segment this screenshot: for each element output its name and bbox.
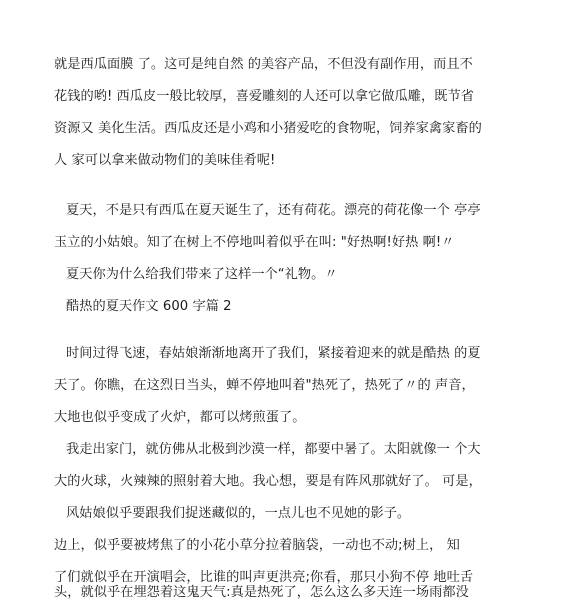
text-line: 夏天你为什么给我们带来了这样一个“礼物。〃 — [66, 267, 338, 282]
text-line: 玉立的小姑娘。知了在树上不停地叫着似乎在叫: "好热啊!好热 啊!〃 — [54, 235, 455, 250]
section-heading: 酷热的夏天作文 600 字篇 2 — [66, 299, 232, 314]
text-line: 资源又 美化生活。西瓜皮还是小鸡和小猪爱吃的食物呢，饲养家禽家畜的 — [54, 121, 482, 136]
text-line: 风姑娘似乎要跟我们捉迷藏似的，一点儿也不见她的影子。 — [66, 506, 411, 521]
text-line: 时间过得飞速，春姑娘渐渐地离开了我们，紧接着迎来的就是酷热 的夏 — [66, 346, 481, 361]
text-line: 大地也似乎变成了火炉，都可以烤煎蛋了。 — [54, 410, 306, 425]
text-line: 人 家可以拿来做动物们的美味佳肴呢! — [54, 153, 276, 168]
text-line: 天了。你瞧，在这烈日当头，蝉不停地叫着"热死了，热死了〃的 声音， — [54, 378, 475, 393]
text-line: 夏天，不是只有西瓜在夏天诞生了，还有荷花。漂亮的荷花像一个 亭亭 — [66, 203, 481, 218]
text-line: 了们就似乎在开演唱会，比谁的叫声更洪亮;你看，那只小狗不停 地吐舌 — [54, 570, 474, 585]
text-line: 大的火球，火辣辣的照射着大地。我心想，要是有阵风那就好了。 可是， — [54, 474, 482, 489]
text-line: 头，就似乎在埋怨着这鬼天气:真是热死了，怎么这么多天连一场雨都没 — [54, 585, 469, 600]
text-line: 就是西瓜面膜 了。这可是纯自然 的美容产品，不但没有副作用，而且不 — [54, 57, 473, 72]
text-line: 边上，似乎要被烤焦了的小花小草分拉着脑袋，一动也不动;树上， 知 — [54, 538, 460, 553]
text-line: 我走出家门，就仿佛从北极到沙漠一样，都要中暑了。太阳就像一 个大 — [66, 442, 481, 457]
text-line: 花钱的哟! 西瓜皮一般比较厚，喜爱雕刻的人还可以拿它做瓜雕，既节省 — [54, 89, 474, 104]
